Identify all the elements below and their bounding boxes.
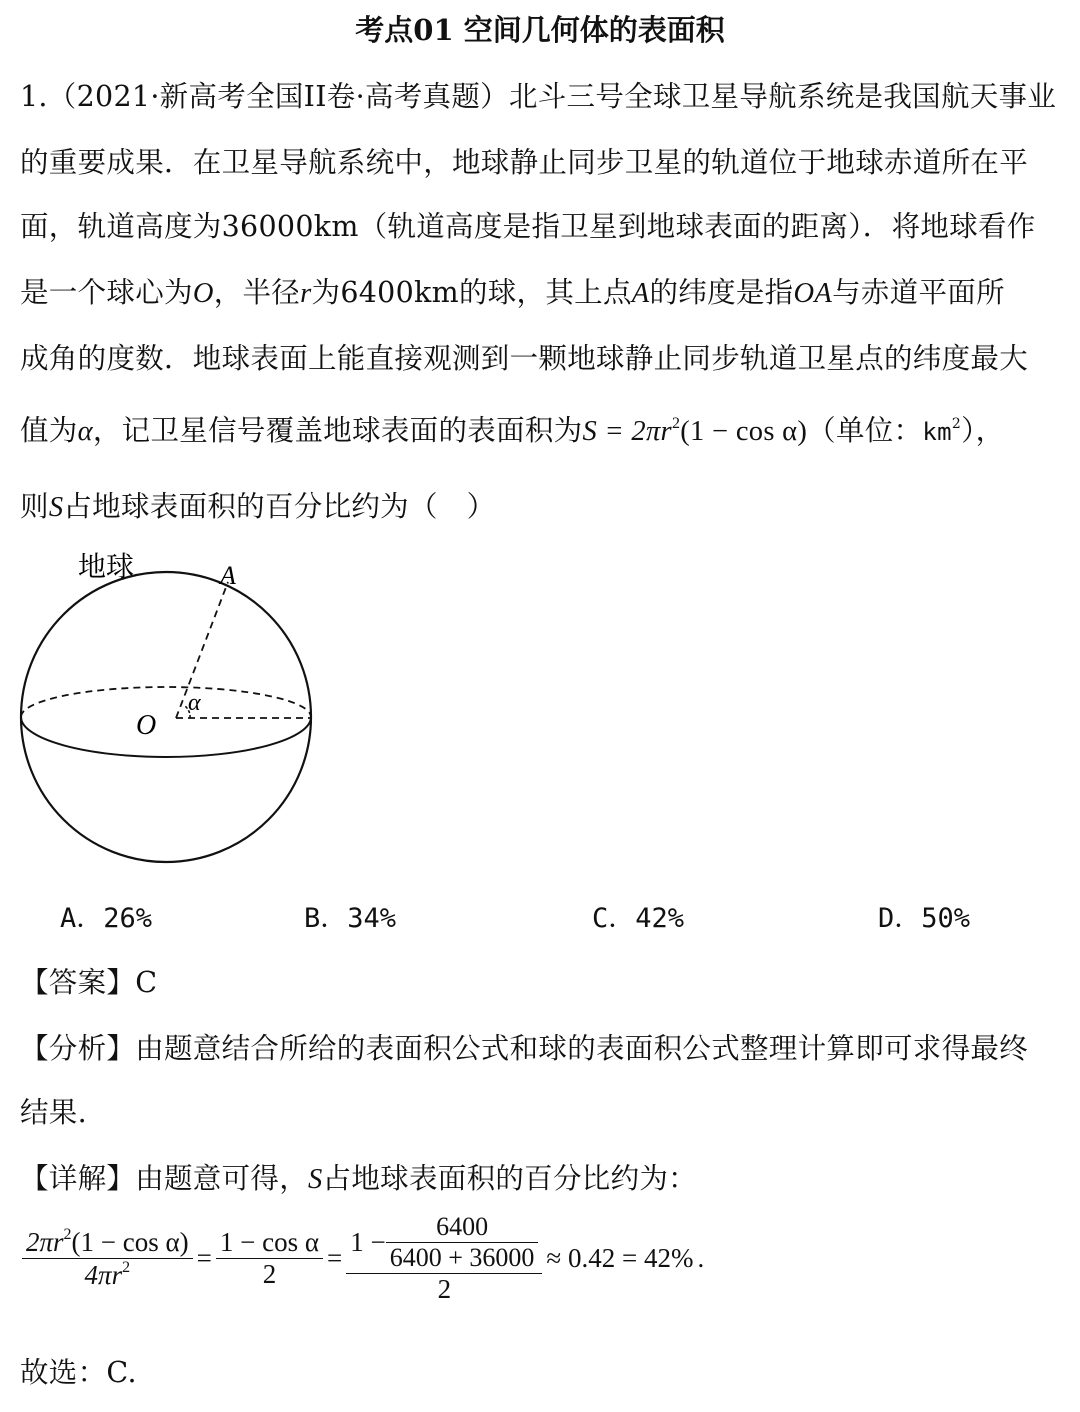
question-line-2: 的重要成果．在卫星导航系统中，地球静止同步卫星的轨道位于地球赤道所在平 xyxy=(20,146,1029,179)
angle-alpha-label: α xyxy=(188,690,201,716)
question-line-7: 则S占地球表面积的百分比约为（ ） xyxy=(20,490,496,523)
equals-1: = xyxy=(196,1243,212,1273)
question-line-5: 成角的度数．地球表面上能直接观测到一颗地球静止同步轨道卫星点的纬度最大 xyxy=(20,342,1029,375)
fraction-2: $\frac{\text{1 − cos α}}{2}$ xyxy=(216,1227,323,1290)
detail-line: 【详解】由题意可得，S占地球表面积的百分比约为： xyxy=(20,1162,697,1195)
conclusion: 故选：C. xyxy=(20,1356,137,1389)
radius-OA xyxy=(176,582,228,718)
equator-front xyxy=(21,717,311,757)
formula-S: S = 2πr xyxy=(582,416,672,447)
fraction-3: 1 − $\frac{6400}{6400 + 36000}$ 2 xyxy=(346,1212,542,1305)
end-mark: . xyxy=(697,1243,705,1273)
earth-circle xyxy=(21,572,311,862)
solution-formula xyxy=(22,1212,704,1305)
page-title: 考点01 空间几何体的表面积 xyxy=(355,13,725,47)
result: ≈ 0.42 = 42% xyxy=(546,1243,694,1273)
question-line-3: 面，轨道高度为36000km（轨道高度是指卫星到地球表面的距离）．将地球看作 xyxy=(20,210,1036,243)
analysis-line-2: 结果. xyxy=(20,1096,87,1129)
option-a: A．26% xyxy=(60,903,153,934)
answer: 【答案】C xyxy=(20,966,158,999)
equals-2: = xyxy=(327,1243,343,1273)
center-O-label: O xyxy=(136,710,157,741)
fraction-1: $\frac{2\pi r^2(1 - \cos \alpha)}{4\pi r^2}$ xyxy=(22,1226,193,1291)
point-A-label: A xyxy=(220,561,236,590)
inner-fraction: $\frac{6400}{6400 + 36000}$ xyxy=(386,1212,539,1273)
earth-diagram xyxy=(0,540,340,880)
option-c: C．42% xyxy=(592,903,685,934)
analysis-line-1: 【分析】由题意结合所给的表面积公式和球的表面积公式整理计算即可求得最终 xyxy=(20,1032,1029,1065)
question-line-4: 是一个球心为O，半径r为6400km的球，其上点A的纬度是指OA与赤道平面所 xyxy=(20,276,1005,309)
equator-back xyxy=(21,687,311,717)
question-line-1: 1.（2021·新高考全国II卷·高考真题）北斗三号全球卫星导航系统是我国航天事业 xyxy=(20,80,1057,113)
question-line-6: 值为α，记卫星信号覆盖地球表面的表面积为$S = 2\pi r^2(1 - \cos \alpha)$（单位：$km^2$）， xyxy=(20,414,1005,447)
option-d: D．50% xyxy=(878,903,971,934)
option-b: B．34% xyxy=(304,903,397,934)
earth-label: 地球 xyxy=(78,550,135,583)
